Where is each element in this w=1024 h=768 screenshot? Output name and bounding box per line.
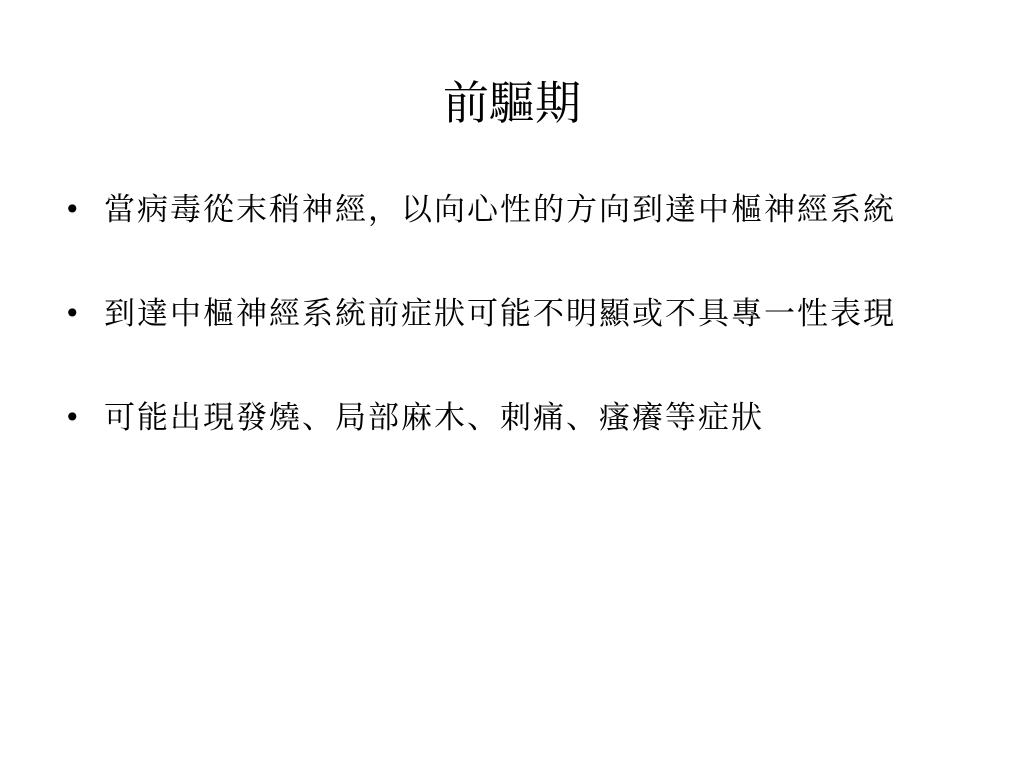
list-item xyxy=(60,392,950,444)
bullet-text: 當病毒從末稍神經，以向心性的方向到達中樞神經系統 xyxy=(104,192,896,228)
bullet-list xyxy=(60,184,950,444)
list-item xyxy=(60,288,950,340)
bullet-marker: • xyxy=(64,193,81,226)
slide-title: 前驅期 xyxy=(443,76,581,130)
list-item xyxy=(60,184,950,236)
bullet-text: 可能出現發燒、局部麻木、刺痛、瘙癢等症狀 xyxy=(104,400,764,436)
bullet-text: 到達中樞神經系統前症狀可能不明顯或不具專一性表現 xyxy=(104,296,896,332)
bullet-marker: • xyxy=(64,297,81,330)
bullet-marker: • xyxy=(64,401,81,434)
